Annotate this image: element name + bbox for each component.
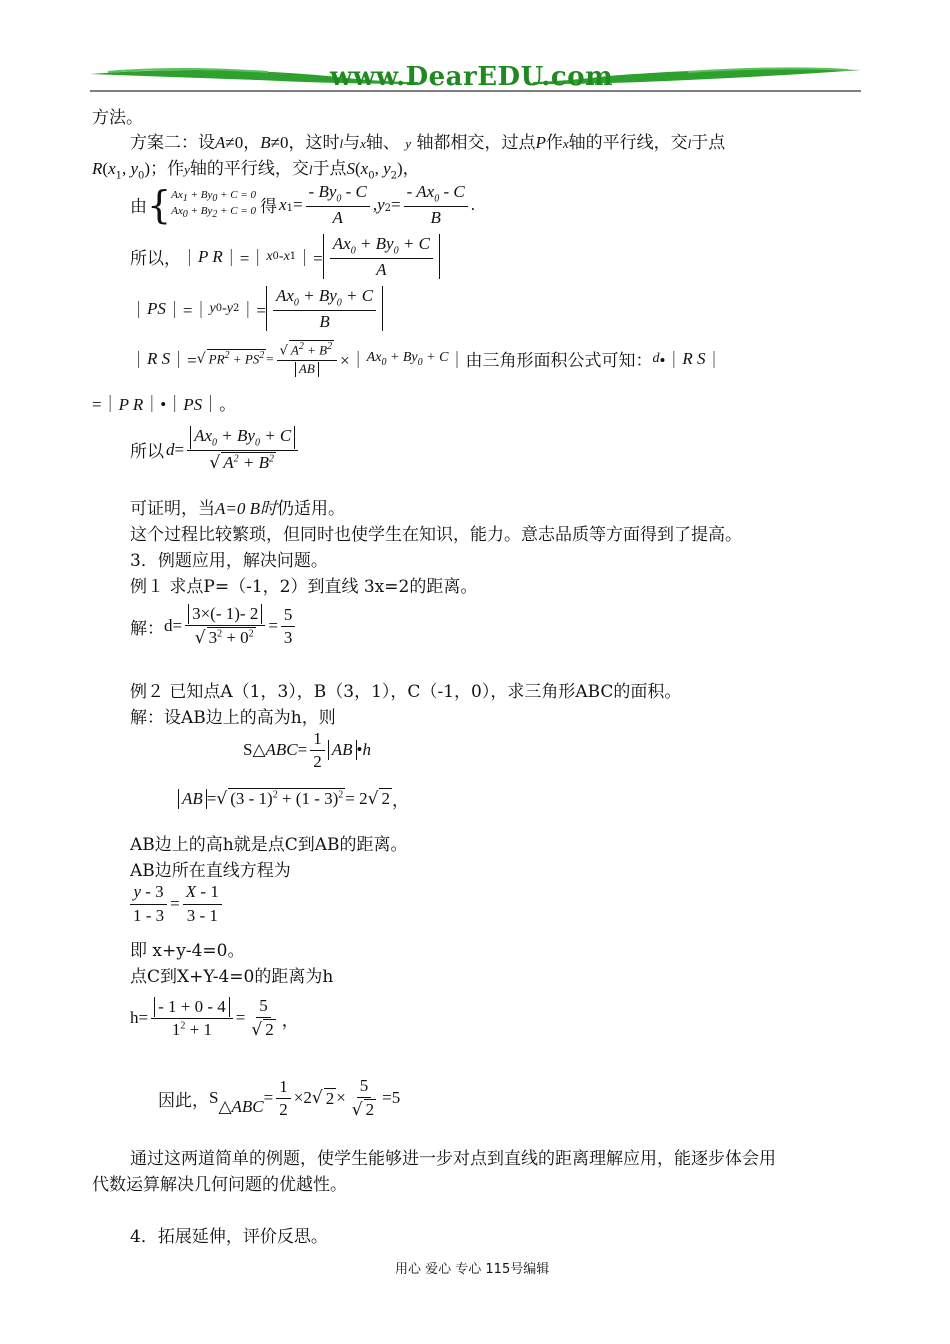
equation-distance-formula: 所以 d = $\frac{Ax_0 + By_0 + C}{√ A^2 + B^2}$ xyxy=(130,426,301,473)
text-line: AB边所在直线方程为 xyxy=(130,861,291,881)
text-line: =｜P R｜•｜PS｜。 xyxy=(92,395,237,414)
text-line: 方案二：设A≠0，B≠0，这时l与x轴、 y 轴都相交，过点P作x轴的平行线，交l于点 xyxy=(130,133,726,153)
text-line: 代数运算解决几何问题的优越性。 xyxy=(92,1175,347,1195)
example-1: 例１ 求点P=（-1，2）到直线 3x=2的距离。 xyxy=(130,577,478,597)
text-line: 方法。 xyxy=(92,108,143,128)
equation-PS: ｜ PS ｜=｜ y 0 - y 2 ｜= $\frac{Ax_0 + By_0 + C}{B}$ xyxy=(130,286,383,331)
text-line: $R(x_1$, $y_0$)；作y轴的平行线，交l于点$S(x_0$, $y_2$)， xyxy=(92,159,420,182)
text-line: 解：设AB边上的高为h，则 xyxy=(130,708,336,728)
text-line: AB边上的高h就是点C到AB的距离。 xyxy=(130,835,408,855)
equation-system: 由 { $Ax_1 + By_0 + C = 0$ $Ax_0 + By_2 + C = 0$ 得 x $_1$ = $\frac{- By_0 - C}{A}$ , y $_2$ = $\frac{- Ax_0 - C}{B}$ . xyxy=(130,182,475,227)
site-logo: www.DearEDU.com xyxy=(330,62,614,92)
text-line: 可证明，当A=0 B时仍适用。 xyxy=(130,499,345,519)
equation-RS: ｜ R S ｜= √ $PR^2 + PS^2$ = $\frac{√ A^2 + B^2}{AB}$ ×｜ $Ax_0 + By_0 + C$ ｜ 由三角形面积公式可知： d •｜ R S ｜ xyxy=(130,341,723,377)
text-line: 这个过程比较繁琐，但同时也使学生在知识，能力。意志品质等方面得到了提高。 xyxy=(130,525,742,545)
text-line: 通过这两道简单的例题，使学生能够进一步对点到直线的距离理解应用，能逐步体会用 xyxy=(130,1149,776,1169)
equation-final-area: 因此， S △ABC = $\frac{1}{2}$ ×2 √ 2 × $\frac{5}{√ 2}$ =5 xyxy=(158,1076,401,1120)
section-heading: 4．拓展延伸，评价反思。 xyxy=(130,1227,328,1247)
text-line: 点C到X+Y-4=0的距离为h xyxy=(130,967,334,987)
equation-AB-length: AB = √ (3 - 1)$^2$ + (1 - 3)$^2$ = 2 √ 2 ， xyxy=(178,786,409,811)
section-heading: 3．例题应用，解决问题。 xyxy=(130,551,328,571)
example-2: 例２ 已知点A（1，3），B（3，1），C（-1，0），求三角形ABC的面积。 xyxy=(130,682,682,702)
equation-line-AB: $\frac{y - 3}{1 - 3}$ = $\frac{X - 1}{3 - 1}$ xyxy=(127,882,225,925)
equation-PR: 所以， ｜ P R ｜=｜ x 0 - x 1 ｜= $\frac{Ax_0 + By_0 + C}{A}$ xyxy=(130,234,440,279)
example-1-solution: 解： d= $\frac{3\times(- 1)- 2}{√ 3^2 + 0^2}$ = $\frac{5}{3}$ xyxy=(130,604,298,648)
text-line: 即 x+y-4=0。 xyxy=(130,941,245,961)
equation-h: h= $\frac{- 1 + 0 - 4}{1^2 + 1}$ = $\frac{5}{√ 2}$ ， xyxy=(130,996,299,1040)
page-footer: 用心 爱心 专心 115号编辑 xyxy=(395,1262,550,1277)
equation-area: S △ABC = $\frac{1}{2}$ AB • h xyxy=(243,729,371,771)
